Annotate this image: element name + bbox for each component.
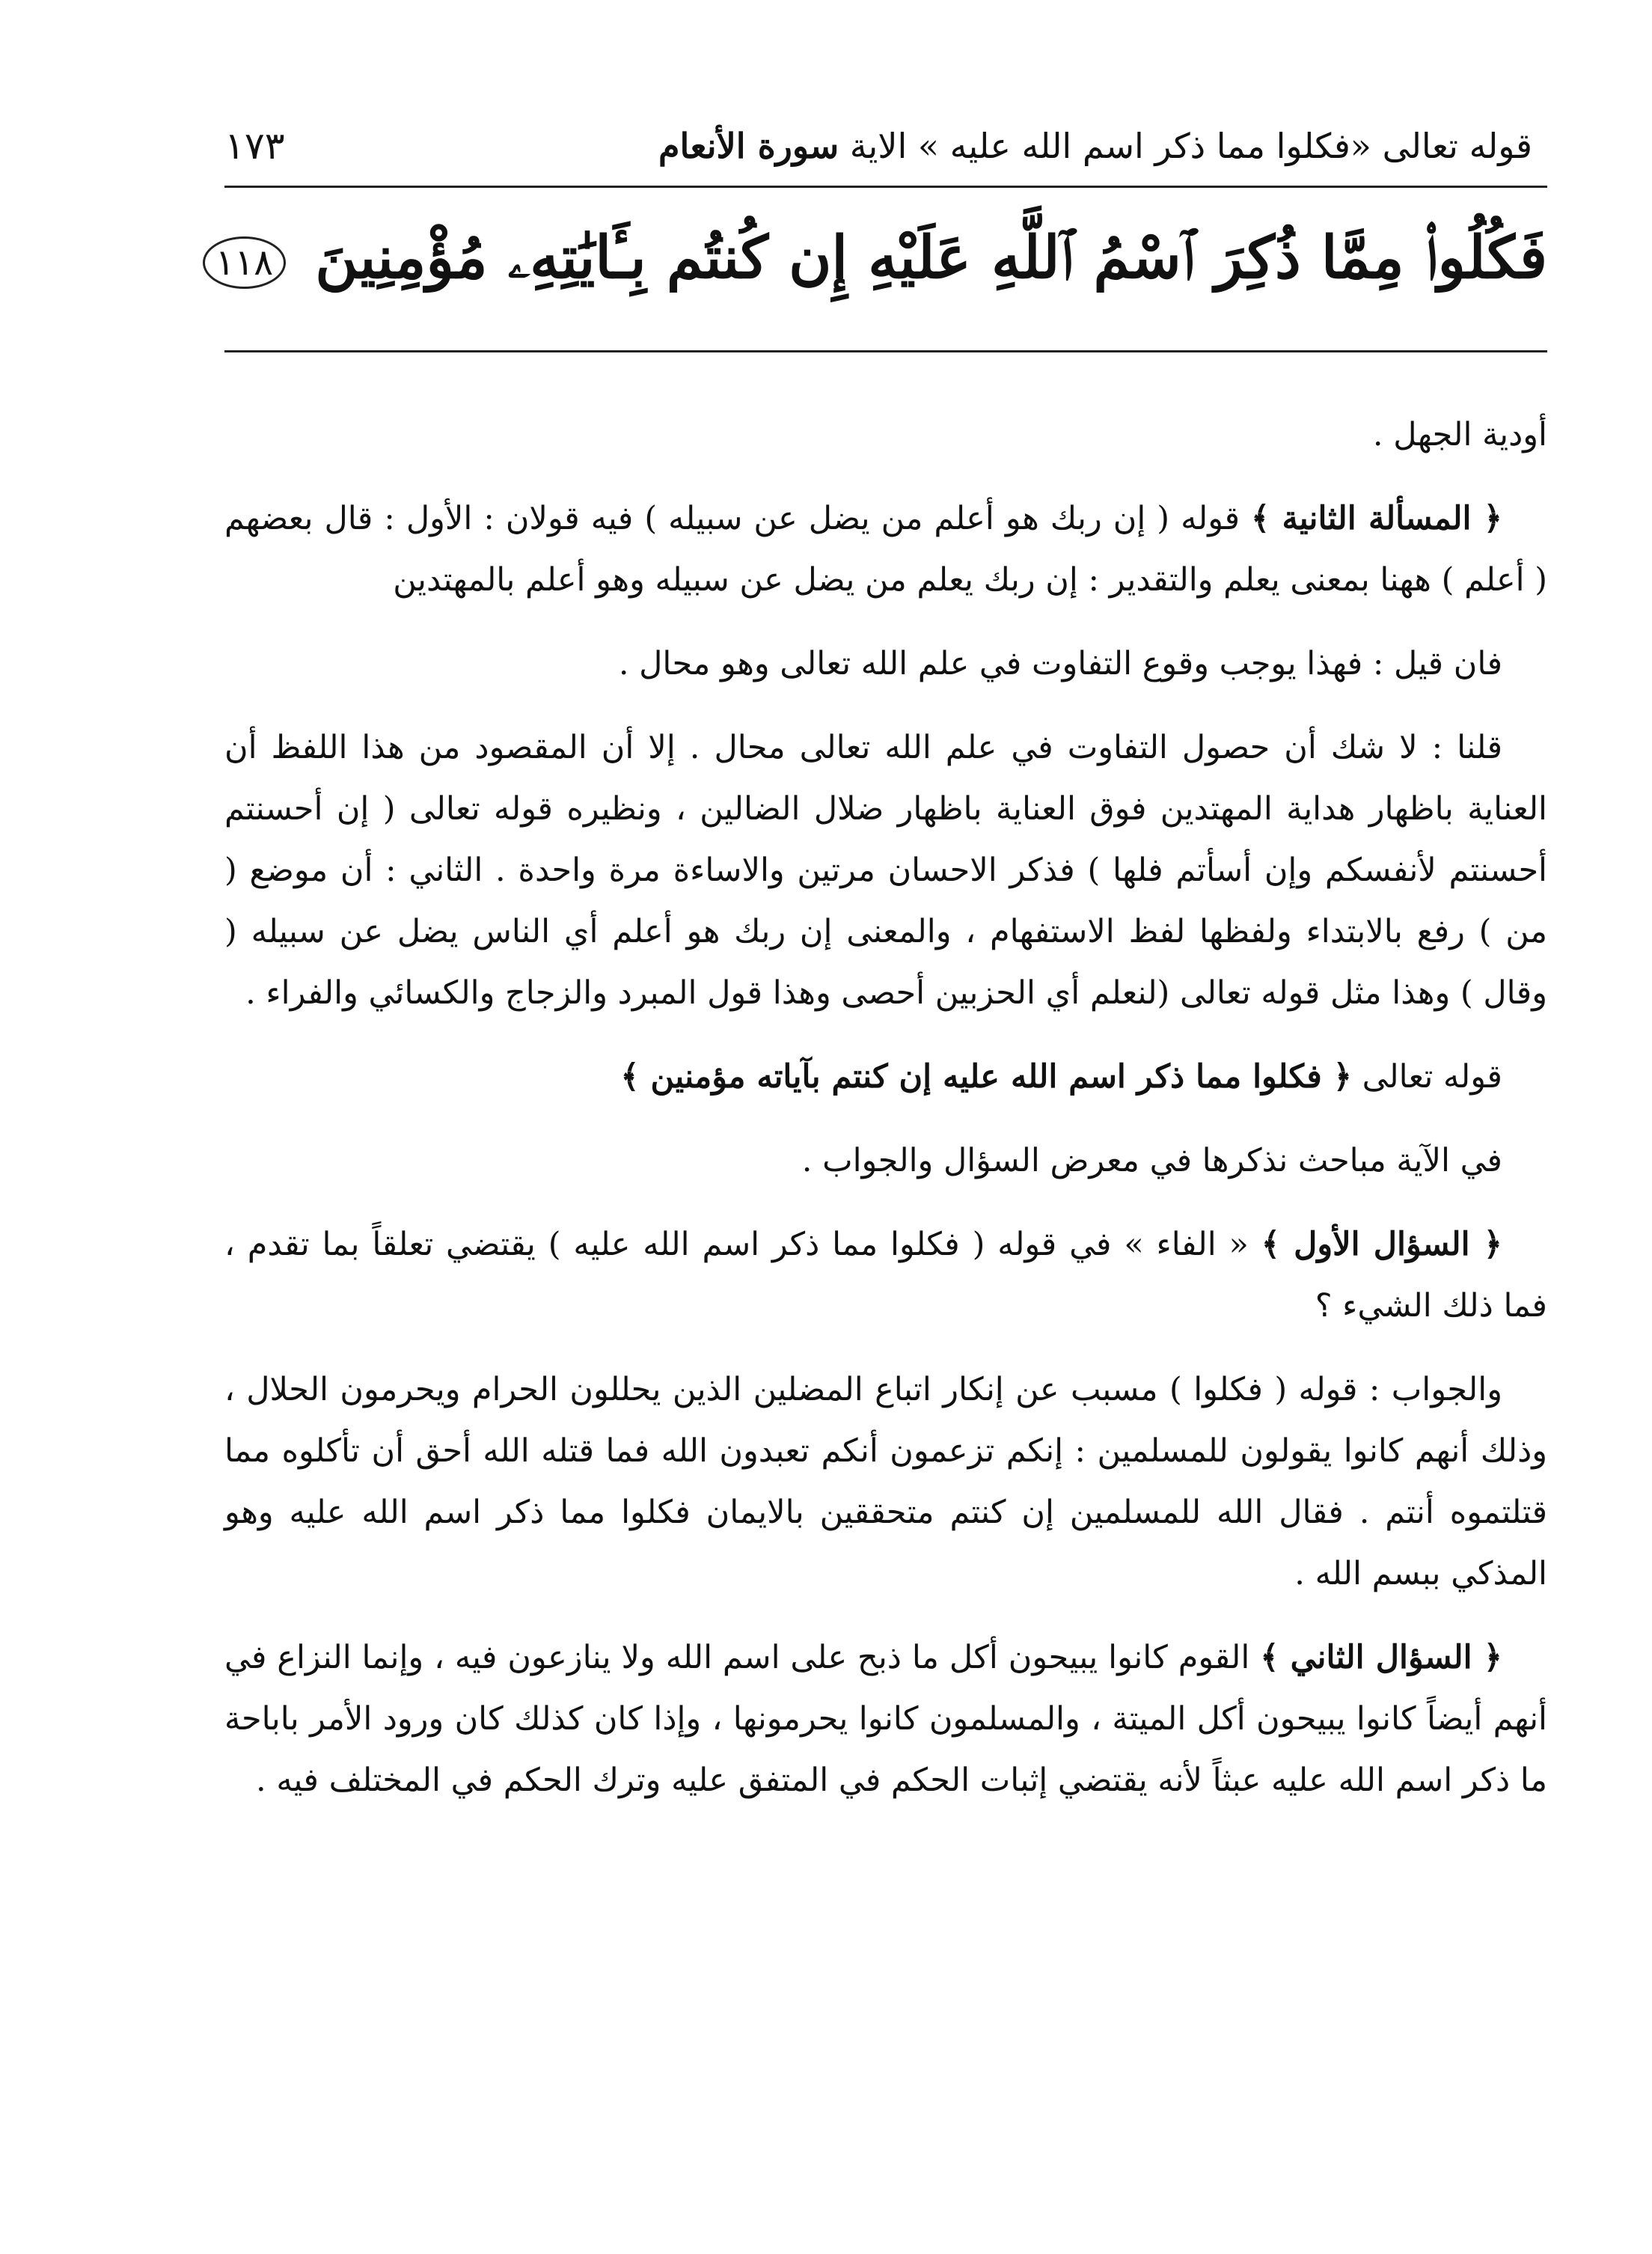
running-header	[224, 112, 1532, 180]
heading-span: ﴿ المسألة الثانية ﴾	[1251, 500, 1502, 537]
text-span: « الفاء » في قوله ( فكلوا مما ذكر اسم الله عليه ) يقتضي تعلقاً بما تقدم ، فما ذلك الشيء ؟	[224, 1226, 1547, 1325]
commentary-body	[224, 404, 1547, 1833]
text-span: فان قيل : فهذا يوجب وقوع التفاوت في علم الله تعالى وهو محال .	[618, 645, 1502, 682]
heading-span: ﴿ السؤال الثاني ﴾	[1260, 1639, 1503, 1676]
paragraph	[224, 488, 1547, 611]
paragraph	[224, 1359, 1547, 1604]
text-span: قوله ( إن ربك هو أعلم من يضل عن سبيله ) فيه قولان : الأول : قال بعضهم ( أعلم ) ههنا بمعنى يعلم والتقدير : إن ربك يعلم من يضل عن سبيله وهو أعلم بالمهتدين	[224, 500, 1547, 599]
page-number: ١٧٣	[224, 124, 285, 168]
text-span: أودية الجهل .	[1372, 416, 1547, 453]
text-span: والجواب : قوله ( فكلوا ) مسبب عن إنكار اتباع المضلين الذين يحللون الحرام ويحرمون الحلال ، وذلك أنهم كانوا يقولون للمسلمين : إنكم تزعمون أنكم تعبدون الله فما قتله الله أحق أن تأكلوه مما قتلتموه أنتم . فقال الله للمسلمين إن كنتم متحققين بالايمان فكلوا مما ذكر اسم الله عليه وهو المذكي ببسم الله .	[224, 1371, 1547, 1592]
header-rule	[224, 186, 1547, 188]
heading-span: ﴿ السؤال الأول ﴾	[1261, 1226, 1502, 1263]
verse-number-marker: ١١٨	[203, 236, 286, 289]
paragraph	[224, 1627, 1547, 1811]
quran-verse	[215, 202, 1547, 314]
header-title	[658, 126, 1532, 166]
paragraph	[224, 1130, 1547, 1191]
text-span: في الآية مباحث نذكرها في معرض السؤال والجواب .	[801, 1142, 1502, 1179]
heading-span: ﴿ فكلوا مما ذكر اسم الله عليه إن كنتم بآياته مؤمنين ﴾	[620, 1058, 1352, 1096]
paragraph	[224, 633, 1547, 694]
paragraph	[224, 1046, 1547, 1108]
verse-rule	[224, 350, 1547, 352]
paragraph	[224, 717, 1547, 1024]
text-span: القوم كانوا يبيحون أكل ما ذبح على اسم الله ولا ينازعون فيه ، وإنما النزاع في أنهم أيضاً كانوا يبيحون أكل الميتة ، والمسلمون كانوا يحرمونها ، وإذا كان كذلك كان ورود الأمر باباحة ما ذكر اسم الله عليه عبثاً لأنه يقتضي إثبات الحكم في المتفق عليه وترك الحكم في المختلف فيه .	[224, 1639, 1547, 1799]
verse-text: فَكُلُوا۟ مِمَّا ذُكِرَ ٱسْمُ ٱللَّهِ عَلَيْهِ إِن كُنتُم بِـَٔايَٰتِهِۦ مُؤْمِنِينَ	[315, 224, 1547, 292]
paragraph	[224, 1214, 1547, 1337]
paragraph	[224, 404, 1547, 465]
header-title-prefix: قوله تعالى «فكلوا مما ذكر اسم الله عليه » الاية	[839, 126, 1532, 166]
surah-name: سورة الأنعام	[658, 126, 839, 166]
text-span: قلنا : لا شك أن حصول التفاوت في علم الله تعالى محال . إلا أن المقصود من هذا اللفظ أن العناية باظهار هداية المهتدين فوق العناية باظهار ضلال الضالين ، ونظيره قوله تعالى ( إن أحسنتم أحسنتم لأنفسكم وإن أسأتم فلها ) فذكر الاحسان مرتين والاساءة مرة واحدة . الثاني : أن موضع ( من ) رفع بالابتداء ولفظها لفظ الاستفهام ، والمعنى إن ربك هو أعلم أي الناس يضل عن سبيله ( وقال ) وهذا مثل قوله تعالى (لنعلم أي الحزبين أحصى وهذا قول المبرد والزجاج والكسائي والفراء .	[224, 729, 1547, 1012]
text-span: قوله تعالى	[1351, 1058, 1502, 1096]
